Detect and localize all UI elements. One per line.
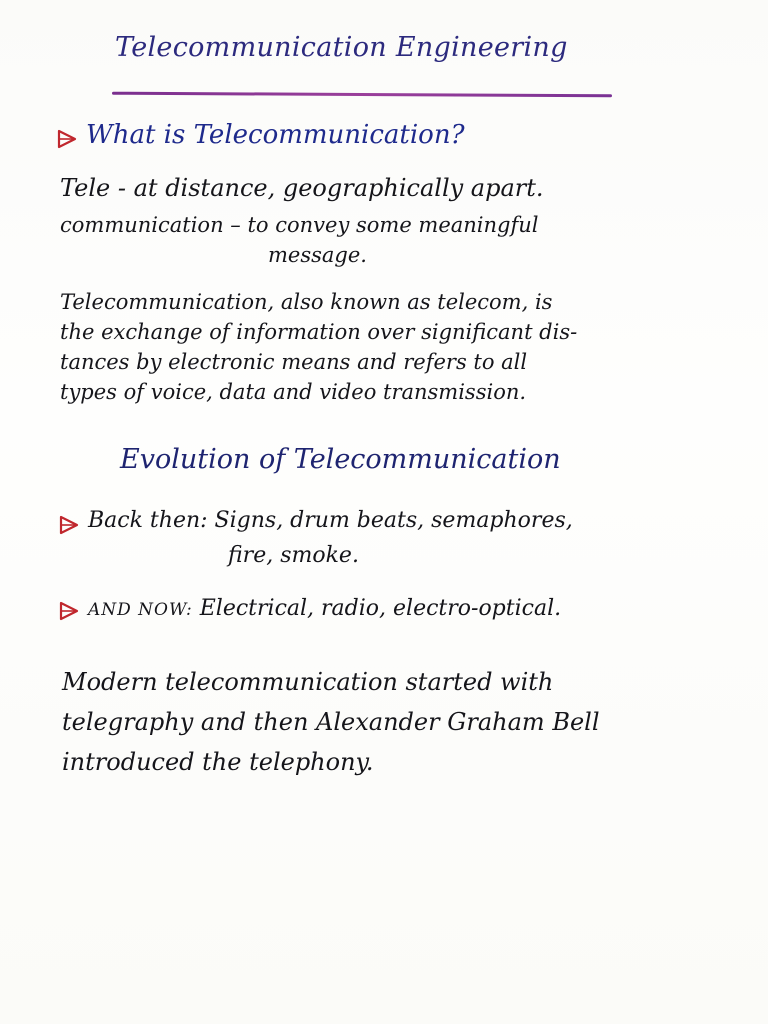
back-then-line [88, 510, 573, 532]
paragraph-line-1: Telecommunication, also known as telecom, is [60, 290, 553, 314]
communication-term: communication [60, 213, 224, 237]
triangle-bullet-icon [58, 600, 80, 622]
modern-line-1: Modern telecommunication started with [62, 668, 554, 696]
paragraph-line-3: tances by electronic means and refers to all [60, 350, 528, 374]
and-now-line [88, 598, 561, 620]
modern-line-2: telegraphy and then Alexander Graham Bell [62, 708, 600, 736]
back-then-text-cont: fire, smoke. [228, 543, 359, 568]
and-now-label: AND NOW: [88, 600, 193, 620]
paragraph-line-4: types of voice, data and video transmission. [60, 380, 527, 404]
page-title: Telecommunication Engineering [115, 32, 568, 63]
tele-description: at distance, geographically apart. [133, 174, 544, 202]
and-now-text: Electrical, radio, electro-optical. [199, 596, 562, 621]
paragraph-line-2: the exchange of information over significant dis- [60, 320, 578, 344]
tele-term: Tele [60, 174, 111, 202]
communication-description-cont: message. [268, 243, 367, 267]
triangle-bullet-icon [56, 128, 78, 150]
communication-definition: communication – to convey some meaningful [60, 213, 539, 237]
section-title: Evolution of Telecommunication [120, 444, 561, 475]
question-heading: What is Telecommunication? [86, 120, 465, 150]
back-then-label: Back then: [88, 508, 208, 533]
title-underline [112, 92, 612, 98]
tele-definition: Tele - at distance, geographically apart. [60, 174, 544, 202]
communication-description: to convey some meaningful [247, 213, 539, 237]
modern-line-3: introduced the telephony. [62, 748, 374, 776]
back-then-text: Signs, drum beats, semaphores, [214, 508, 573, 533]
triangle-bullet-icon [58, 514, 80, 536]
